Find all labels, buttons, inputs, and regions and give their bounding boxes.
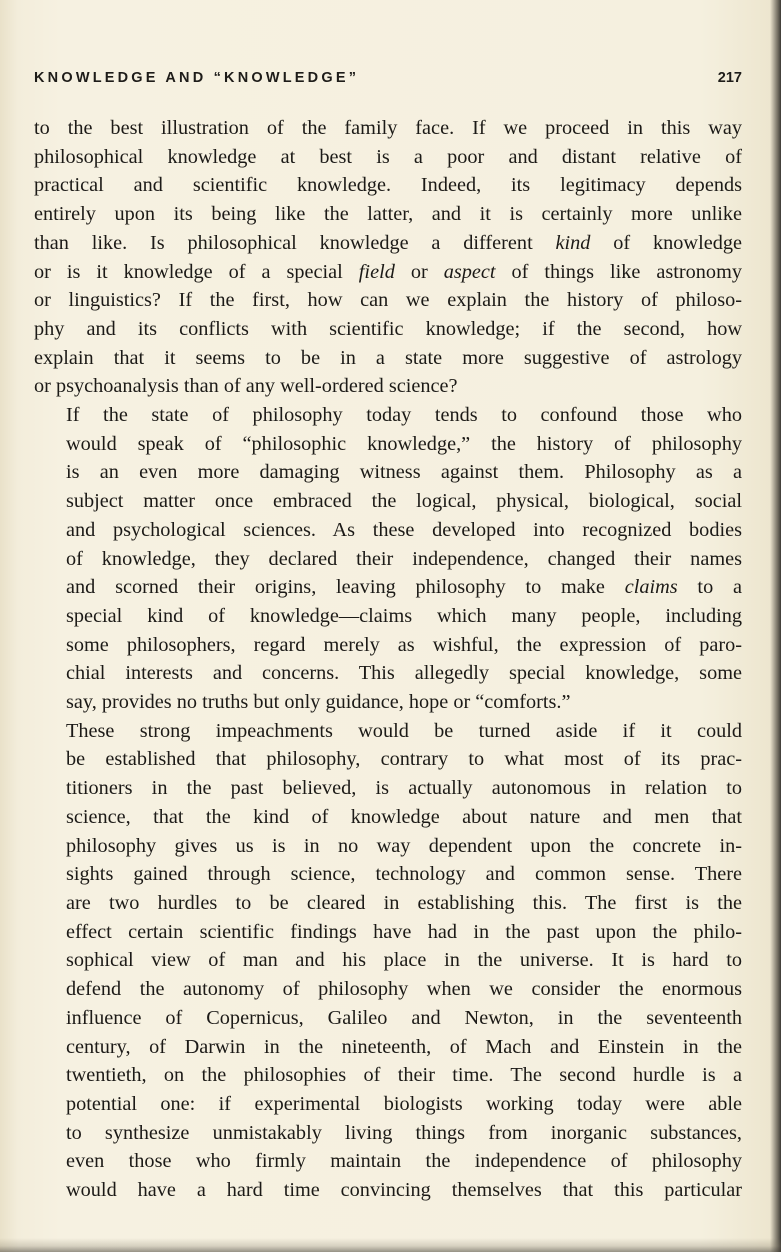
running-head — [34, 70, 742, 94]
text-line: phy and its conflicts with scientific knowledge; if the second, how — [34, 317, 742, 340]
text-line: sights gained through science, technology and common sense. There — [66, 863, 742, 886]
text-line: titioners in the past believed, is actually autonomous in relation to — [66, 777, 742, 800]
text-line: than like. Is philosophical knowledge a different kind of knowledge — [34, 231, 742, 254]
text-line: some philosophers, regard merely as wishful, the expression of paro- — [66, 633, 742, 656]
text-line: century, of Darwin in the nineteenth, of Mach and Einstein in the — [66, 1035, 742, 1058]
paragraph — [34, 114, 742, 401]
text-line: are two hurdles to be cleared in establishing this. The first is the — [66, 891, 742, 914]
text-line: influence of Copernicus, Galileo and Newton, in the seventeenth — [66, 1006, 742, 1029]
text-line: and scorned their origins, leaving philosophy to make claims to a — [66, 576, 742, 599]
text-line: say, provides no truths but only guidance, hope or “comforts.” — [66, 691, 571, 714]
text-line: be established that philosophy, contrary to what most of its prac- — [66, 748, 742, 771]
text-line: sophical view of man and his place in the universe. It is hard to — [66, 949, 742, 972]
text-line: defend the autonomy of philosophy when we consider the enormous — [66, 978, 742, 1001]
text-line: of knowledge, they declared their independence, changed their names — [66, 547, 742, 570]
text-line: is an even more damaging witness against them. Philosophy as a — [66, 461, 742, 484]
text-line: or linguistics? If the first, how can we explain the history of philoso- — [34, 289, 742, 312]
text-line: potential one: if experimental biologists working today were able — [66, 1092, 742, 1115]
text-line: twentieth, on the philosophies of their time. The second hurdle is a — [66, 1064, 742, 1087]
text-line: chial interests and concerns. This allegedly special knowledge, some — [66, 662, 742, 685]
text-line: These strong impeachments would be turned aside if it could — [66, 719, 742, 742]
text-line: would have a hard time convincing themselves that this particular — [66, 1179, 742, 1202]
paragraph — [34, 717, 742, 1205]
page-number: 217 — [717, 70, 742, 86]
text-line: to the best illustration of the family face. If we proceed in this way — [34, 117, 742, 139]
body-text — [34, 114, 742, 1205]
text-line: special kind of knowledge—claims which many people, including — [66, 604, 742, 627]
text-line: practical and scientific knowledge. Indeed, its legitimacy depends — [34, 174, 742, 197]
text-line: even those who firmly maintain the independence of philosophy — [66, 1150, 742, 1173]
text-line: entirely upon its being like the latter, and it is certainly more unlike — [34, 203, 742, 226]
text-line: philosophy gives us is in no way dependent upon the concrete in- — [66, 834, 742, 857]
text-line: effect certain scientific findings have had in the past upon the philo- — [66, 920, 742, 943]
paragraph — [34, 401, 742, 717]
text-line: or psychoanalysis than of any well-ordered science? — [34, 375, 458, 398]
text-line: would speak of “philosophic knowledge,” the history of philosophy — [66, 432, 742, 455]
text-line: to synthesize unmistakably living things from inorganic substances, — [66, 1121, 742, 1144]
text-line: explain that it seems to be in a state more suggestive of astrology — [34, 346, 742, 369]
text-line: If the state of philosophy today tends to confound those who — [66, 404, 742, 427]
text-line: and psychological sciences. As these developed into recognized bodies — [66, 518, 742, 541]
running-title: KNOWLEDGE AND “KNOWLEDGE” — [34, 70, 360, 86]
text-line: subject matter once embraced the logical, physical, biological, social — [66, 490, 742, 513]
text-line: or is it knowledge of a special field or aspect of things like astronomy — [34, 260, 742, 283]
text-line: science, that the kind of knowledge about nature and men that — [66, 805, 742, 828]
page-edge-shadow — [0, 1238, 781, 1252]
text-line: philosophical knowledge at best is a poor and distant relative of — [34, 145, 742, 168]
